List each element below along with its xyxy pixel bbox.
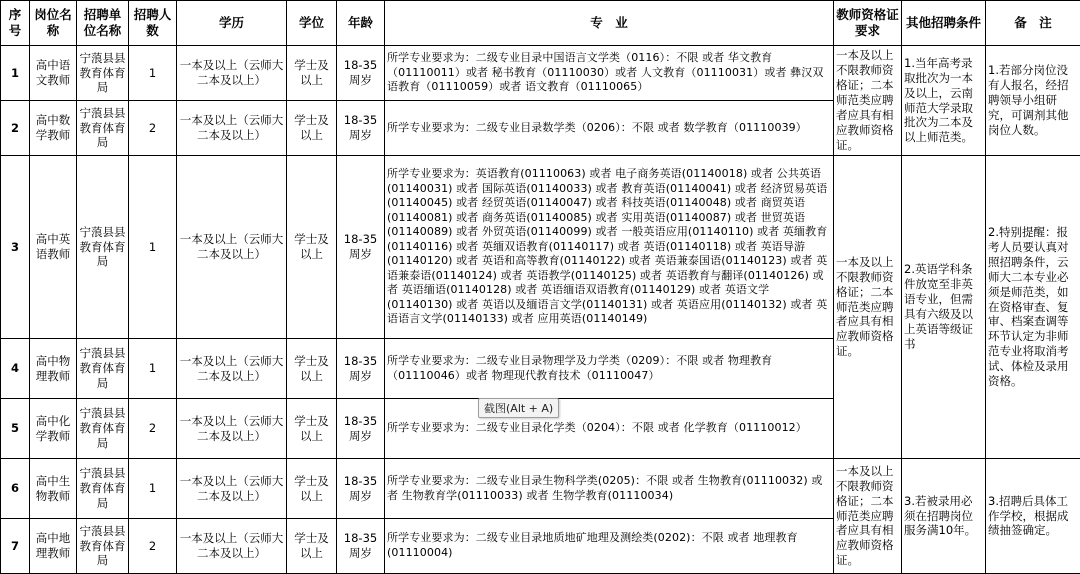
hiring-unit: 宁蒗县县教育体育局 [77,46,129,101]
degree-requirement: 学士及以上 [287,519,337,574]
header-row [1,1,1080,46]
post-name: 高中数学教师 [30,101,77,156]
post-name: 高中化学教师 [30,399,77,459]
degree-requirement: 学士及以上 [287,339,337,399]
header-age: 年龄 [337,1,385,46]
row-number: 3 [1,156,30,339]
hiring-unit: 宁蒗县县教育体育局 [77,156,129,339]
degree-requirement: 学士及以上 [287,459,337,519]
age-requirement: 18-35周岁 [337,399,385,459]
other-condition-cell: 1.当年高考录取批次为一本及以上，云南师范大学录取批次为二本及以上师范类。 [902,46,986,156]
teacher-qualification-cell: 一本及以上不限教师资格证；二本师范类应聘者应具有相应教师资格证。 [834,46,902,156]
hiring-unit: 宁蒗县县教育体育局 [77,101,129,156]
degree-requirement: 学士及以上 [287,46,337,101]
age-requirement: 18-35周岁 [337,339,385,399]
hiring-count: 1 [129,46,177,101]
hiring-unit: 宁蒗县县教育体育局 [77,399,129,459]
education-requirement: 一本及以上（云师大二本及以上） [177,339,287,399]
age-requirement: 18-35周岁 [337,101,385,156]
degree-requirement: 学士及以上 [287,399,337,459]
age-requirement: 18-35周岁 [337,519,385,574]
table-row [1,459,1080,519]
header-other-conditions: 其他招聘条件 [902,1,986,46]
header-major: 专 业 [385,1,834,46]
post-name: 高中地理教师 [30,519,77,574]
header-degree: 学位 [287,1,337,46]
header-post: 岗位名称 [30,1,77,46]
screenshot-shortcut-tooltip: 截图(Alt + A) [478,398,559,418]
education-requirement: 一本及以上（云师大二本及以上） [177,156,287,339]
table-row [1,156,1080,339]
major-requirement: 所学专业要求为：二级专业目录地质地矿地理及测绘类(0202)：不限 或者 地理教育(01110004) [385,519,834,574]
header-count: 招聘人数 [129,1,177,46]
hiring-count: 2 [129,101,177,156]
hiring-count: 1 [129,339,177,399]
education-requirement: 一本及以上（云师大二本及以上） [177,399,287,459]
row-number: 2 [1,101,30,156]
major-requirement: 所学专业要求为：二级专业目录物理学及力学类（0209）：不限 或者 物理教育（01110046）或者 物理现代教育技术（01110047） [385,339,834,399]
major-requirement: 所学专业要求为：二级专业目录中国语言文学类（0116）：不限 或者 华文教育（01110011）或者 秘书教育（01110030）或者 人文教育（01110031）或者 彝汉双语教育（01110059）或者 语文教育（01110065） [385,46,834,101]
hiring-count: 1 [129,459,177,519]
row-number: 1 [1,46,30,101]
education-requirement: 一本及以上（云师大二本及以上） [177,101,287,156]
hiring-unit: 宁蒗县县教育体育局 [77,339,129,399]
degree-requirement: 学士及以上 [287,101,337,156]
row-number: 4 [1,339,30,399]
education-requirement: 一本及以上（云师大二本及以上） [177,459,287,519]
age-requirement: 18-35周岁 [337,46,385,101]
hiring-unit: 宁蒗县县教育体育局 [77,459,129,519]
table-row [1,46,1080,101]
other-condition-cell: 2.英语学科条件放宽至非英语专业，但需具有六级及以上英语等级证书 [902,156,986,459]
hiring-count: 1 [129,156,177,339]
hiring-count: 2 [129,399,177,459]
header-unit: 招聘单位名称 [77,1,129,46]
header-remarks: 备 注 [986,1,1080,46]
remark-cell: 3.招聘后具体工作学校，根据成绩抽签确定。 [986,459,1080,574]
header-no: 序号 [1,1,30,46]
degree-requirement: 学士及以上 [287,156,337,339]
row-number: 5 [1,399,30,459]
other-condition-cell: 3.若被录用必须在招聘岗位服务满10年。 [902,459,986,574]
remark-cell: 1.若部分岗位没有人报名，经招聘领导小组研究，可调剂其他岗位人数。 [986,46,1080,156]
education-requirement: 一本及以上（云师大二本及以上） [177,46,287,101]
post-name: 高中生物教师 [30,459,77,519]
header-education: 学历 [177,1,287,46]
post-name: 高中语文教师 [30,46,77,101]
hiring-unit: 宁蒗县县教育体育局 [77,519,129,574]
major-requirement: 所学专业要求为：二级专业目录化学类（0204）：不限 或者 化学教育（01110012） [385,399,834,459]
post-name: 高中英语教师 [30,156,77,339]
remark-cell: 2.特别提醒：报考人员要认真对照招聘条件，云师大二本专业必须是师范类，如在资格审查、复审、档案查调等环节认定为非师范专业将取消考试、体检及录用资格。 [986,156,1080,459]
education-requirement: 一本及以上（云师大二本及以上） [177,519,287,574]
post-name: 高中物理教师 [30,339,77,399]
row-number: 7 [1,519,30,574]
teacher-qualification-cell: 一本及以上不限教师资格证；二本师范类应聘者应具有相应教师资格证。 [834,156,902,459]
hiring-count: 2 [129,519,177,574]
header-teacher-qualification: 教师资格证要求 [834,1,902,46]
major-requirement: 所学专业要求为：英语教育(01110063) 或者 电子商务英语(01140018) 或者 公共英语(01140031) 或者 国际英语(01140033) 或者 教育英语(01140041) 或者 经济贸易英语(01140045) 或者 经贸英语(01140047) 或者 科技英语(01140048) 或者 商贸英语(01140081) 或者 商务英语(01140085) 或者 实用英语(01140087) 或者 世贸英语(01140089) 或者 外贸英语(01140099) 或者 一般英语应用(01140110) 或者 英缅教育(01140116) 或者 英缅双语教育(01140117) 或者 英语(01140118) 或者 英语导游(01140120) 或者 英语和高等教育(01140122) 或者 英语兼泰国语(01140123) 或者 英语兼泰语(01140124) 或者 英语教学(01140125) 或者 英语教育与翻译(01140126) 或者 英语缅语(01140128) 或者 英语缅语双语教育(01140129) 或者 英语文学(01140130) 或者 英语以及缅语言文学(01140131) 或者 英语应用(01140132) 或者 英语语言文学(01140133) 或者 应用英语(01140149) [385,156,834,339]
age-requirement: 18-35周岁 [337,156,385,339]
major-requirement: 所学专业要求为：二级专业目录数学类（0206）：不限 或者 数学教育（01110039） [385,101,834,156]
major-requirement: 所学专业要求为：二级专业目录生物科学类(0205)：不限 或者 生物教育(01110032) 或者 生物教育学(01110033) 或者 生物学教育(01110034) [385,459,834,519]
teacher-qualification-cell: 一本及以上不限教师资格证；二本师范类应聘者应具有相应教师资格证。 [834,459,902,574]
age-requirement: 18-35周岁 [337,459,385,519]
row-number: 6 [1,459,30,519]
